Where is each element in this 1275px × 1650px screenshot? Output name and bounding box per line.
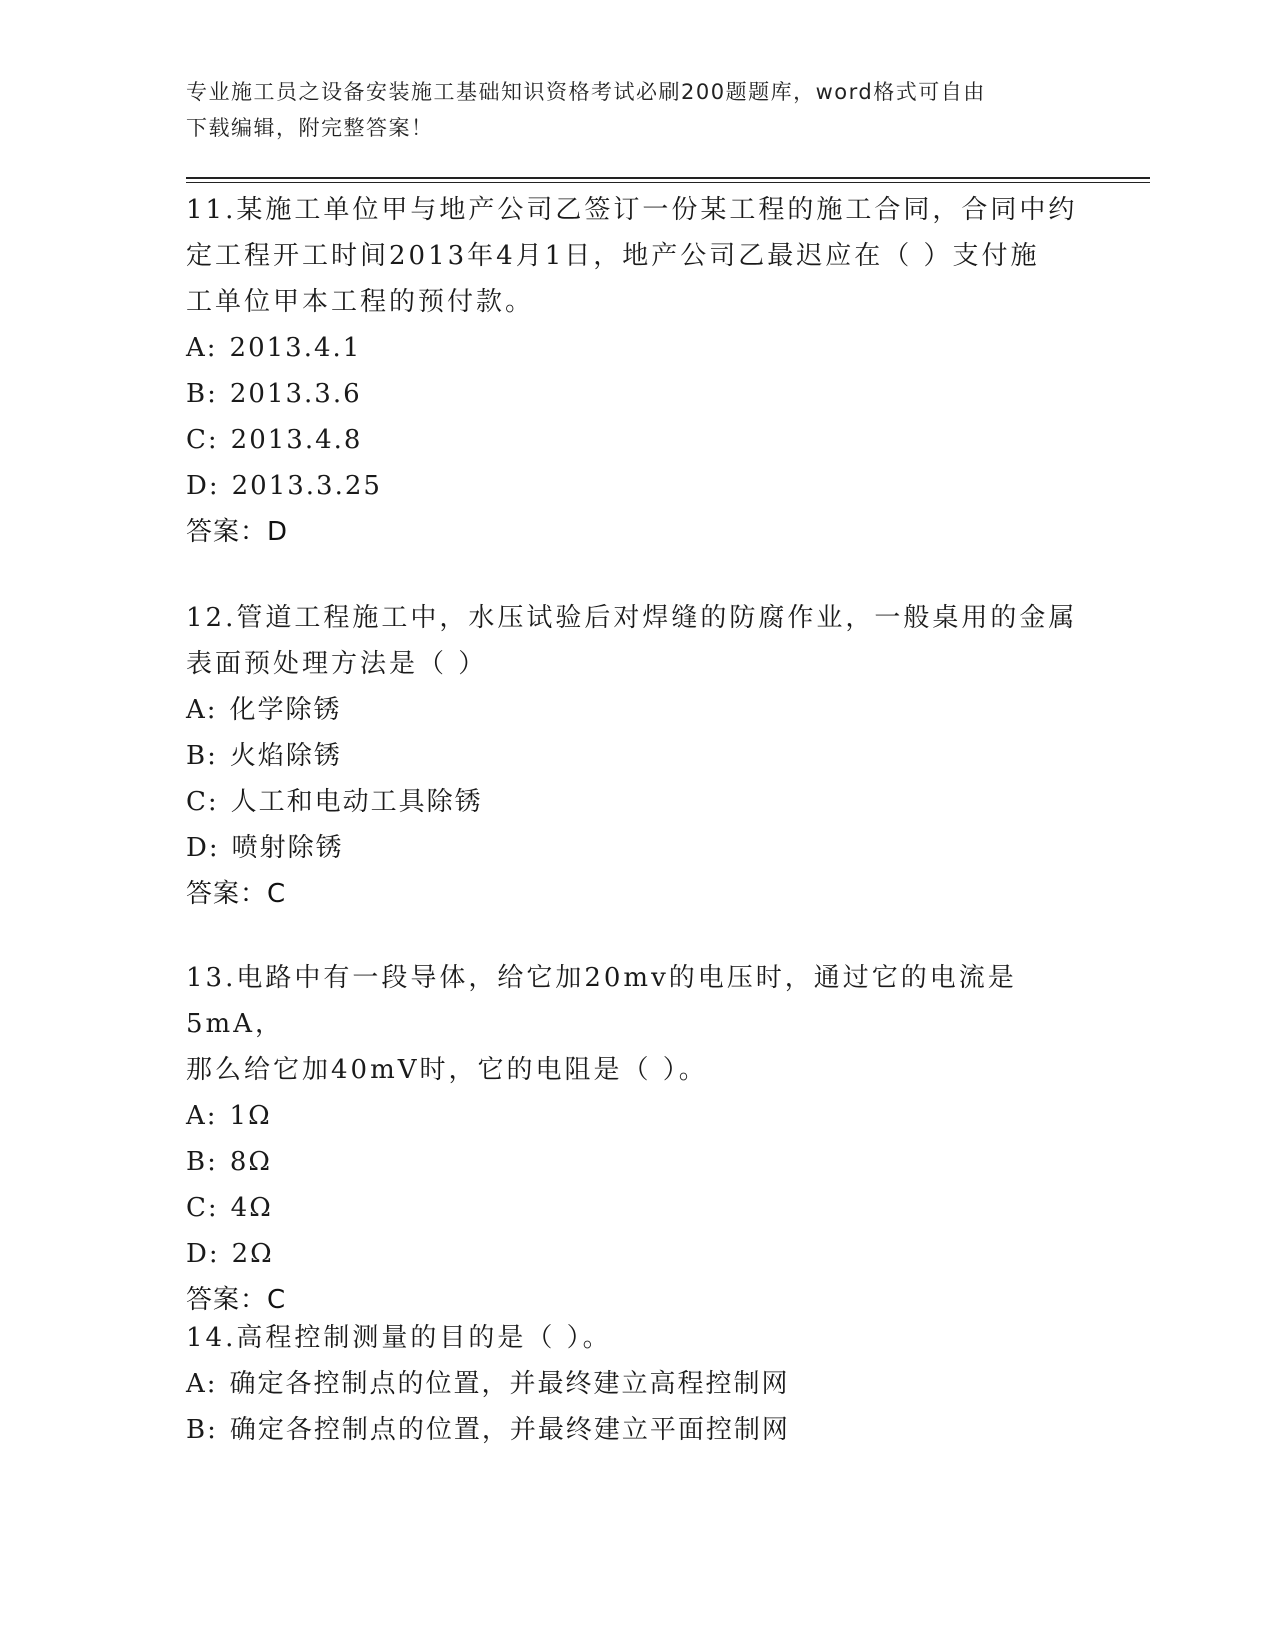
option-a [186, 1093, 1086, 1139]
option-key: C: [186, 787, 219, 817]
question-text-line: 表面预处理方法是（ ） [186, 649, 488, 679]
option-key: A: [186, 695, 218, 725]
option-value: 2Ω [231, 1239, 274, 1269]
question-text-line: 那么给它加40mV时，它的电阻是（ ）。 [186, 1055, 708, 1085]
option-value: 2013.3.25 [231, 471, 382, 501]
option-key: A: [186, 333, 218, 363]
question-13 [186, 955, 1086, 1323]
question-12 [186, 595, 1086, 917]
option-key: D: [186, 1239, 220, 1269]
answer-line: 答案：D [186, 517, 289, 547]
header-line-2: 下载编辑，附完整答案！ [186, 116, 434, 140]
document-header [186, 74, 1086, 146]
option-value: 2013.4.8 [230, 425, 363, 455]
option-value: 化学除锈 [229, 695, 342, 725]
question-text-line: 13.电路中有一段导体，给它加20mv的电压时，通过它的电流是5mA， [186, 963, 1017, 1039]
header-rule-thick [186, 177, 1150, 179]
option-c [186, 779, 1086, 825]
option-a [186, 325, 1086, 371]
option-value: 人工和电动工具除锈 [230, 787, 483, 817]
option-value: 4Ω [230, 1193, 273, 1223]
option-b [186, 1407, 1086, 1453]
option-key: D: [186, 833, 220, 863]
option-c [186, 417, 1086, 463]
option-key: B: [186, 379, 218, 409]
option-value: 确定各控制点的位置，并最终建立高程控制网 [229, 1369, 790, 1399]
question-text-line: 12.管道工程施工中，水压试验后对焊缝的防腐作业，一般桌用的金属 [186, 603, 1078, 633]
question-text-line: 11.某施工单位甲与地产公司乙签订一份某工程的施工合同，合同中约 [186, 195, 1078, 225]
option-a [186, 687, 1086, 733]
option-b [186, 733, 1086, 779]
option-value: 火焰除锈 [229, 741, 342, 771]
option-value: 喷射除锈 [231, 833, 344, 863]
option-value: 1Ω [229, 1101, 272, 1131]
option-key: A: [186, 1369, 218, 1399]
header-rule-thin [186, 182, 1150, 183]
option-value: 8Ω [229, 1147, 272, 1177]
option-key: A: [186, 1101, 218, 1131]
question-11 [186, 187, 1086, 555]
question-text-line: 工单位甲本工程的预付款。 [186, 287, 535, 317]
option-key: B: [186, 1415, 218, 1445]
header-line-1: 专业施工员之设备安装施工基础知识资格考试必刷200题题库，word格式可自由 [186, 80, 986, 104]
option-key: B: [186, 1147, 218, 1177]
question-text-line: 14.高程控制测量的目的是（ ）。 [186, 1323, 612, 1353]
option-b [186, 1139, 1086, 1185]
question-14 [186, 1315, 1086, 1453]
answer-line: 答案：C [186, 1285, 287, 1315]
answer-line: 答案：C [186, 879, 287, 909]
option-d [186, 463, 1086, 509]
option-c [186, 1185, 1086, 1231]
option-d [186, 1231, 1086, 1277]
option-d [186, 825, 1086, 871]
option-key: C: [186, 1193, 219, 1223]
option-key: C: [186, 425, 219, 455]
option-value: 2013.3.6 [229, 379, 362, 409]
question-text-line: 定工程开工时间2013年4月1日，地产公司乙最迟应在（ ）支付施 [186, 241, 1040, 271]
option-a [186, 1361, 1086, 1407]
option-key: B: [186, 741, 218, 771]
option-value: 确定各控制点的位置，并最终建立平面控制网 [229, 1415, 790, 1445]
option-value: 2013.4.1 [229, 333, 362, 363]
option-key: D: [186, 471, 220, 501]
option-b [186, 371, 1086, 417]
